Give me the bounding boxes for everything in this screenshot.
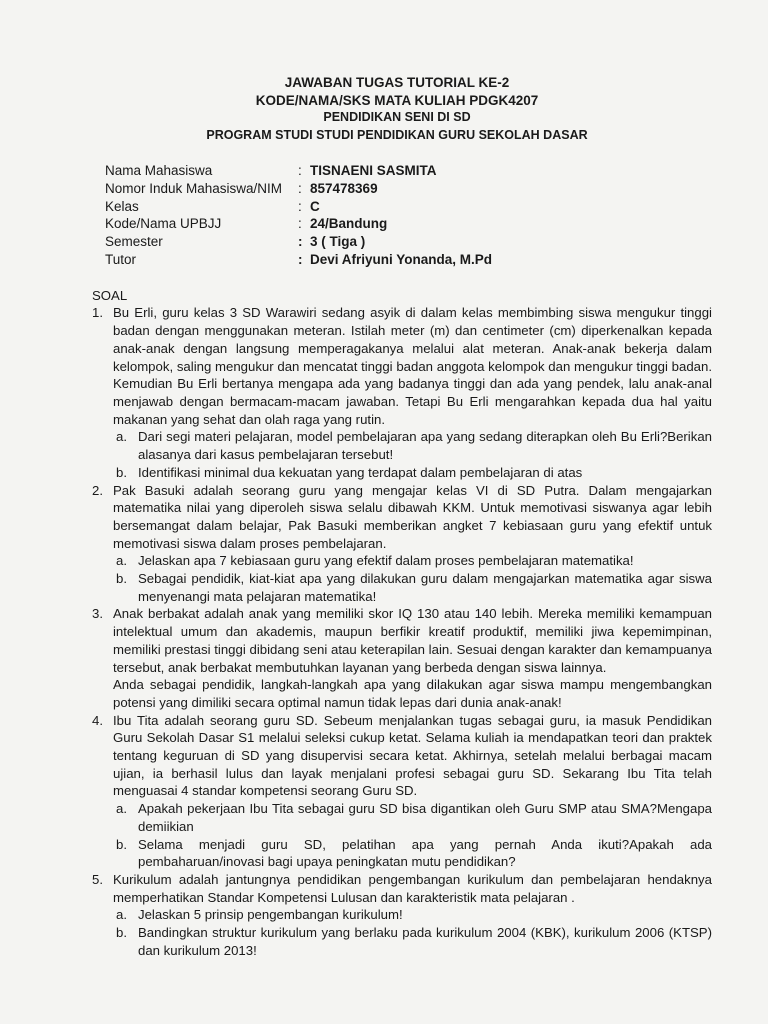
question-item bbox=[92, 712, 712, 871]
question-text: Pak Basuki adalah seorang guru yang mengajar kelas VI di SD Putra. Dalam mengajarkan matematika nilai yang diperoleh siswa selalu dibawah KKM. Untuk memotivasi siswanya agar lebih bersemangat dalam belajar, Pak Basuki memberikan angket 7 kebiasaan guru yang efektif untuk memotivasi siswa dalam proses pembelajaran. bbox=[113, 482, 712, 551]
question-text: Bu Erli, guru kelas 3 SD Warawiri sedang asyik di dalam kelas membimbing siswa mengukur tinggi badan dengan menggunakan meteran. Istilah meter (m) dan centimeter (cm) diperkenalkan kepada anak-anak dengan langsung memperagakanya melalui alat meteran. Anak-anak bekerja dalam kelompok, saling mengukur dan mencatat tinggi badan anggota kelompok dan mengukur tinggi badan. Kemudian Bu Erli bertanya mengapa ada yang badanya tinggi dan ada yang pendek, lalu anak-anal menjawab dengan bermacam-macam jawaban. Tetapi Bu Erli mengarahkan kepada dua hal yaitu makanan yang sehat dan olah raga yang rutin. bbox=[113, 305, 712, 427]
info-row bbox=[105, 251, 712, 269]
info-label: Kelas bbox=[105, 198, 139, 214]
sub-question-letter: a. bbox=[116, 907, 127, 923]
question-text: Kurikulum adalah jantungnya pendidikan pengembangan kurikulum dan pembelajaran hendaknya memperhatikan Standar Kompetensi Lulusan dan karakteristik mata pelajaran . bbox=[113, 871, 712, 905]
sub-question bbox=[113, 906, 712, 924]
info-label: Semester bbox=[105, 234, 163, 250]
sub-question-text: Identifikasi minimal dua kekuatan yang terdapat dalam pembelajaran di atas bbox=[138, 464, 583, 480]
section-title: SOAL bbox=[92, 287, 128, 303]
sub-question-letter: b. bbox=[116, 571, 127, 587]
info-value: 24/Bandung bbox=[310, 216, 388, 232]
sub-question-text: Jelaskan apa 7 kebiasaan guru yang efektif dalam proses pembelajaran matematika! bbox=[138, 553, 634, 569]
info-value: TISNAENI SASMITA bbox=[310, 163, 437, 178]
question-text: Ibu Tita adalah seorang guru SD. Sebeum menjalankan tugas sebagai guru, ia masuk Pendidikan Guru Sekolah Dasar S1 melalui seleksi cukup ketat. Selama kuliah ia mendapatkan teori dan praktek tentang keguruan di SD yang disupervisi secara ketat. Akhirnya, setelah melalui berbagai macam ujian, ia berhasil lulus dan layak menjalani profesi sebagai guru SD. Sekarang Ibu Tita telah menguasai 4 standar kompetensi seorang Guru SD. bbox=[113, 712, 712, 799]
info-label: Tutor bbox=[105, 251, 137, 267]
sub-question-text: Bandingkan struktur kurikulum yang berlaku pada kurikulum 2004 (KBK), kurikulum 2006 (KTSP) dan kurikulum 2013! bbox=[138, 925, 712, 958]
info-value: 3 ( Tiga ) bbox=[310, 234, 366, 250]
info-row bbox=[105, 180, 712, 198]
student-info bbox=[105, 162, 712, 269]
sub-question-text: Dari segi materi pelajaran, model pembelajaran apa yang sedang diterapkan oleh Bu Erli?Berikan alasanya dari kasus pembelajaran tersebut! bbox=[138, 429, 712, 463]
question-number: 3. bbox=[92, 606, 103, 622]
info-row bbox=[105, 233, 712, 251]
question-number: 1. bbox=[92, 305, 103, 321]
info-value: C bbox=[310, 198, 320, 214]
info-separator: : bbox=[298, 198, 302, 214]
info-label: Nomor Induk Mahasiswa/NIM bbox=[105, 180, 283, 196]
question-number: 5. bbox=[92, 871, 103, 887]
sub-question bbox=[113, 428, 712, 463]
sub-question-text: Sebagai pendidik, kiat-kiat apa yang dilakukan guru dalam mengajarkan matematika agar siswa menyenangi mata pelajaran matematika! bbox=[138, 571, 712, 604]
info-separator: : bbox=[298, 234, 303, 250]
sub-question-letter: a. bbox=[116, 429, 127, 445]
sub-question-letter: b. bbox=[116, 464, 127, 480]
sub-question-text: Jelaskan 5 prinsip pengembangan kurikulum! bbox=[138, 907, 403, 923]
info-label: Kode/Nama UPBJJ bbox=[105, 216, 222, 232]
question-text-continued: Anda sebagai pendidik, langkah-langkah apa yang dilakukan agar siswa mampu mengembangkan potensi yang dimiliki secara optimal namun tidak lepas dari dunia anak-anak! bbox=[113, 677, 712, 710]
question-item bbox=[92, 304, 712, 481]
question-text: Anak berbakat adalah anak yang memiliki skor IQ 130 atau 140 lebih. Mereka memiliki kemampuan intelektual umum dan akademis, maupun berfikir kreatif produktif, memiliki jiwa kepemimpinan, memiliki prestasi tinggi dibidang seni atau keterapilan lain. Sesuai dengan karakter dan kemampuanya tersebut, anak berbakat membutuhkan layanan yang berbeda dengan siswa lainnya. bbox=[113, 606, 712, 675]
info-row bbox=[105, 198, 712, 216]
sub-question bbox=[113, 552, 712, 570]
info-value: Devi Afriyuni Yonanda, M.Pd bbox=[310, 251, 493, 267]
question-item bbox=[92, 605, 712, 711]
questions-section bbox=[92, 287, 712, 960]
info-separator: : bbox=[298, 163, 302, 178]
sub-question-letter: a. bbox=[116, 801, 127, 817]
header-course-code: KODE/NAMA/SKS MATA KULIAH PDGK4207 bbox=[255, 92, 539, 108]
question-number: 2. bbox=[92, 482, 103, 498]
question-item bbox=[92, 482, 712, 606]
question-number: 4. bbox=[92, 712, 103, 728]
sub-question-letter: b. bbox=[116, 925, 127, 941]
info-row bbox=[105, 162, 712, 180]
sub-question bbox=[113, 836, 712, 871]
sub-question bbox=[113, 464, 712, 482]
document-header bbox=[82, 74, 712, 144]
header-program: PROGRAM STUDI STUDI PENDIDIKAN GURU SEKOLAH DASAR bbox=[206, 127, 588, 142]
sub-question-text: Apakah pekerjaan Ibu Tita sebagai guru SD bisa digantikan oleh Guru SMP atau SMA?Mengapa demiikian bbox=[138, 801, 712, 834]
sub-question bbox=[113, 800, 712, 835]
sub-question-letter: a. bbox=[116, 553, 127, 569]
info-value: 857478369 bbox=[310, 180, 378, 196]
sub-question-text: Selama menjadi guru SD, pelatihan apa yang pernah Anda ikuti?Apakah ada pembaharuan/inovasi bagi upaya peningkatan mutu pendidikan? bbox=[138, 836, 712, 870]
sub-question bbox=[113, 924, 712, 959]
header-title: JAWABAN TUGAS TUTORIAL KE-2 bbox=[284, 75, 510, 90]
sub-question bbox=[113, 570, 712, 605]
question-item bbox=[92, 871, 712, 960]
info-row bbox=[105, 215, 712, 233]
info-separator: : bbox=[298, 251, 303, 267]
info-separator: : bbox=[298, 216, 302, 232]
info-separator: : bbox=[298, 180, 302, 196]
info-label: Nama Mahasiswa bbox=[105, 163, 213, 178]
header-course-name: PENDIDIKAN SENI DI SD bbox=[323, 110, 471, 124]
sub-question-letter: b. bbox=[116, 836, 127, 852]
